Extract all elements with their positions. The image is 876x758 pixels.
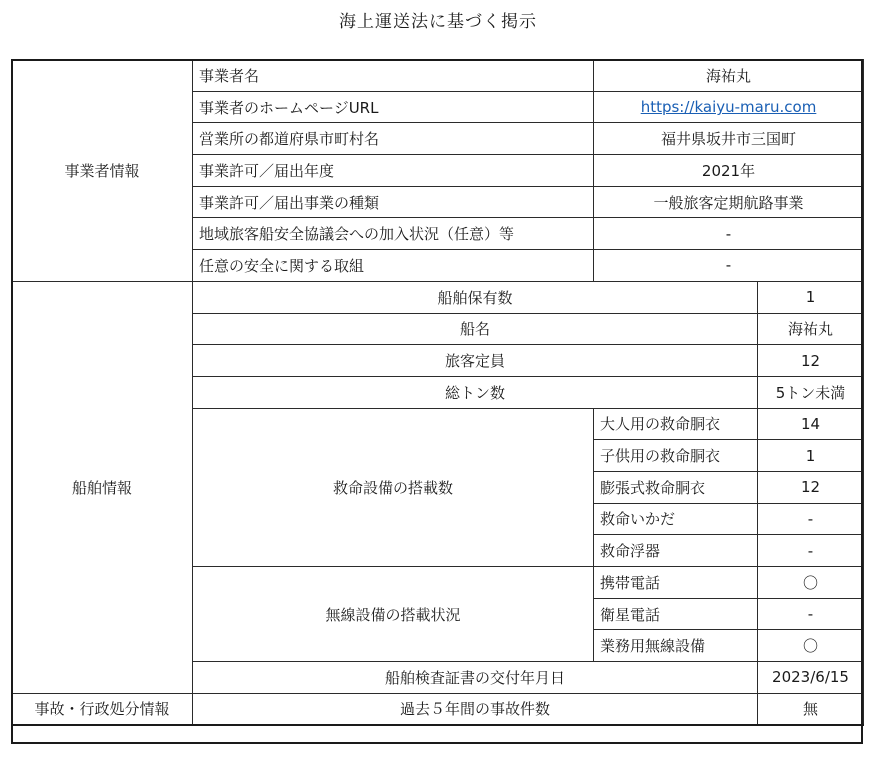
lifesaving-item-value: 1 bbox=[758, 440, 864, 472]
radio-item-value: - bbox=[758, 598, 864, 630]
accident-section-heading: 事故・行政処分情報 bbox=[12, 693, 193, 725]
inspection-date-label: 船舶検査証書の交付年月日 bbox=[193, 662, 758, 694]
lifesaving-item-label: 子供用の救命胴衣 bbox=[594, 440, 758, 472]
radio-item-label: 携帯電話 bbox=[594, 567, 758, 599]
radio-item-label: 衛星電話 bbox=[594, 598, 758, 630]
ship-count-label: 船舶保有数 bbox=[193, 281, 758, 313]
table-row bbox=[12, 60, 864, 92]
safety-initiatives-label: 任意の安全に関する取組 bbox=[193, 250, 594, 282]
lifesaving-item-value: 14 bbox=[758, 408, 864, 440]
business-type-label: 事業許可／届出事業の種類 bbox=[193, 186, 594, 218]
table-row bbox=[12, 281, 864, 313]
safety-council-label: 地域旅客船安全協議会への加入状況（任意）等 bbox=[193, 218, 594, 250]
tonnage-label: 総トン数 bbox=[193, 376, 758, 408]
operator-section-heading: 事業者情報 bbox=[12, 60, 193, 282]
ship-name-value: 海祐丸 bbox=[758, 313, 864, 345]
capacity-value: 12 bbox=[758, 345, 864, 377]
accident-count-value: 無 bbox=[758, 693, 864, 725]
lifesaving-item-label: 救命いかだ bbox=[594, 503, 758, 535]
office-location-label: 営業所の都道府県市町村名 bbox=[193, 123, 594, 155]
lifesaving-item-label: 膨張式救命胴衣 bbox=[594, 471, 758, 503]
table-row bbox=[12, 693, 864, 725]
lifesaving-item-label: 救命浮器 bbox=[594, 535, 758, 567]
page-title: 海上運送法に基づく掲示 bbox=[339, 12, 537, 32]
lifesaving-label: 救命設備の搭載数 bbox=[193, 408, 594, 566]
ship-name-label: 船名 bbox=[193, 313, 758, 345]
disclosure-table bbox=[11, 59, 864, 726]
office-location-value: 福井県坂井市三国町 bbox=[594, 123, 864, 155]
accident-count-label: 過去５年間の事故件数 bbox=[193, 693, 758, 725]
inspection-date-value: 2023/6/15 bbox=[758, 662, 864, 694]
lifesaving-item-value: - bbox=[758, 503, 864, 535]
operator-name-value: 海祐丸 bbox=[594, 60, 864, 92]
homepage-url-cell bbox=[594, 91, 864, 123]
operator-name-label: 事業者名 bbox=[193, 60, 594, 92]
ship-count-value: 1 bbox=[758, 281, 864, 313]
business-type-value: 一般旅客定期航路事業 bbox=[594, 186, 864, 218]
safety-council-value: - bbox=[594, 218, 864, 250]
radio-item-label: 業務用無線設備 bbox=[594, 630, 758, 662]
license-year-label: 事業許可／届出年度 bbox=[193, 155, 594, 187]
homepage-url-label: 事業者のホームページURL bbox=[193, 91, 594, 123]
safety-initiatives-value: - bbox=[594, 250, 864, 282]
radio-item-value: 〇 bbox=[758, 567, 864, 599]
homepage-link[interactable]: https://kaiyu-maru.com bbox=[640, 98, 817, 117]
lifesaving-item-value: 12 bbox=[758, 471, 864, 503]
radio-item-value: 〇 bbox=[758, 630, 864, 662]
lifesaving-item-value: - bbox=[758, 535, 864, 567]
capacity-label: 旅客定員 bbox=[193, 345, 758, 377]
vessel-section-heading: 船舶情報 bbox=[12, 281, 193, 693]
lifesaving-item-label: 大人用の救命胴衣 bbox=[594, 408, 758, 440]
radio-label: 無線設備の搭載状況 bbox=[193, 567, 594, 662]
tonnage-value: 5トン未満 bbox=[758, 376, 864, 408]
license-year-value: 2021年 bbox=[594, 155, 864, 187]
